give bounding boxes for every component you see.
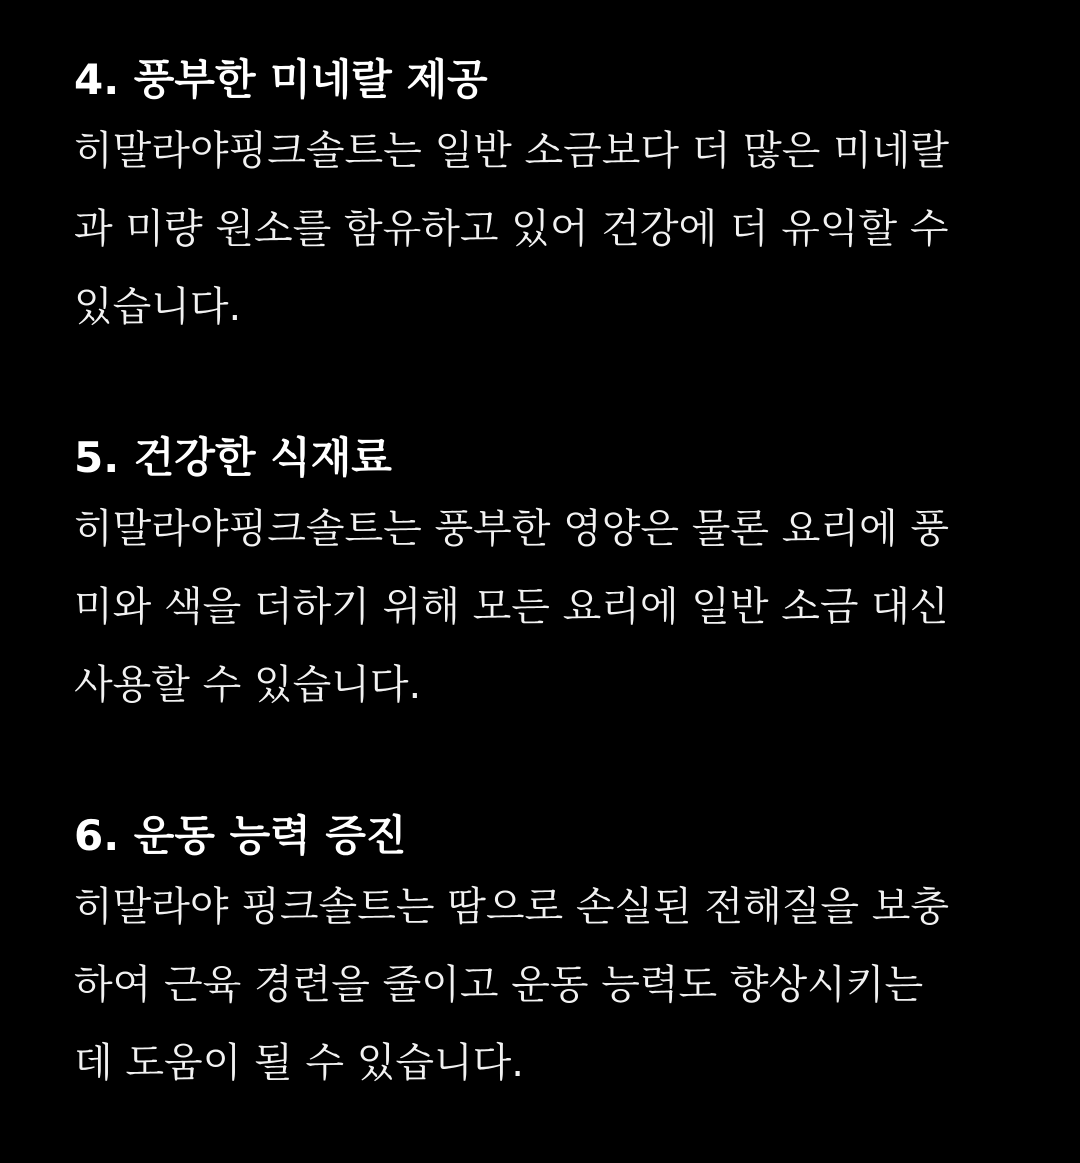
body-line: 데 도움이 될 수 있습니다. [74, 1040, 524, 1086]
body-line: 하여 근육 경련을 줄이고 운동 능력도 향상시키는 [74, 962, 924, 1008]
section-heading: 4. 풍부한 미네랄 제공 [74, 55, 488, 104]
section-mineral [74, 48, 1006, 346]
section-body [74, 868, 1014, 1102]
body-line: 히말라야 핑크솔트는 땀으로 손실된 전해질을 보충 [74, 884, 950, 930]
body-line: 과 미량 원소를 함유하고 있어 건강에 더 유익할 수 [74, 206, 949, 252]
section-exercise [74, 804, 1006, 1102]
section-heading: 5. 건강한 식재료 [74, 433, 392, 482]
section-body [74, 490, 1014, 724]
body-line: 미와 색을 더하기 위해 모든 요리에 일반 소금 대신 [74, 584, 949, 630]
section-heading: 6. 운동 능력 증진 [74, 811, 407, 860]
body-line: 사용할 수 있습니다. [74, 662, 422, 708]
body-line: 있습니다. [74, 284, 242, 330]
section-body [74, 112, 1014, 346]
section-healthy-ingredient [74, 426, 1006, 724]
body-line: 히말라야핑크솔트는 일반 소금보다 더 많은 미네랄 [74, 128, 950, 174]
body-line: 히말라야핑크솔트는 풍부한 영양은 물론 요리에 풍 [74, 506, 950, 552]
